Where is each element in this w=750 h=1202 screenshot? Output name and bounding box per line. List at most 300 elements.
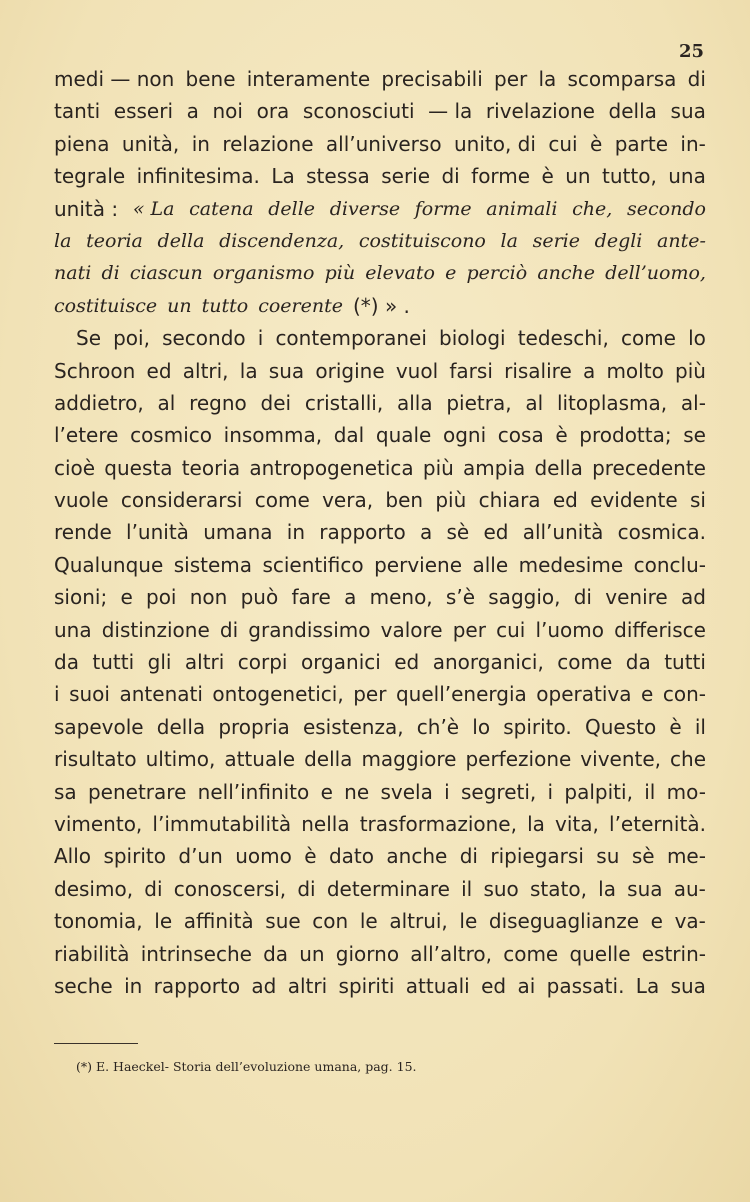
word: ben [385, 488, 424, 513]
word: e [445, 262, 457, 285]
word: la [54, 229, 72, 252]
word: riabilità [54, 941, 130, 966]
word: ad [251, 973, 277, 998]
word: seche [54, 973, 113, 998]
word: vimento, [54, 811, 143, 836]
text-line [54, 743, 706, 775]
word: distinzione [101, 617, 210, 642]
word: farsi [449, 358, 493, 383]
word: piena [54, 131, 110, 156]
word: di [144, 876, 163, 901]
word: Schroon [54, 358, 136, 383]
word: teoria [86, 229, 143, 252]
word: forme [414, 197, 472, 220]
footnote: (*) E. Haeckel- Storia dell’evoluzione umana, pag. 15. [76, 1059, 417, 1074]
word: degli [594, 229, 643, 252]
word: tanti [54, 99, 101, 124]
word: quale [375, 423, 432, 448]
word: come [254, 488, 310, 513]
word: secondo [627, 197, 706, 220]
word: più [324, 262, 356, 285]
word: saggio, [488, 585, 561, 610]
word: evidente [590, 488, 678, 513]
word: come [503, 941, 559, 966]
word: un [565, 164, 591, 189]
word: differisce [614, 617, 706, 642]
word: sistema [173, 552, 252, 577]
word: l’immutabilità [152, 811, 292, 836]
word: un [299, 941, 325, 966]
word: Questo [584, 714, 657, 739]
word: prodotta; [579, 423, 672, 448]
word: altri, [182, 358, 229, 383]
word: uomo [235, 844, 292, 869]
word: anorganici, [432, 650, 544, 675]
word: au- [673, 876, 706, 901]
word: della [304, 747, 353, 772]
text-line [54, 549, 706, 581]
word: medi — non [54, 67, 175, 91]
word: all’altro, [410, 941, 493, 966]
word: per [494, 67, 528, 91]
text-line [54, 970, 706, 1002]
word: da [625, 650, 651, 675]
word: lo [688, 326, 706, 351]
text-line [54, 128, 706, 160]
word: unito, di [453, 131, 536, 156]
word: svela [380, 779, 433, 804]
word: medesime [518, 552, 624, 577]
word: da [263, 941, 289, 966]
word: ed [146, 358, 172, 383]
word: Se [76, 326, 101, 351]
word: perciò [466, 262, 528, 285]
word: sua [627, 876, 663, 901]
word: palpiti, [564, 779, 633, 804]
word: a [419, 520, 433, 545]
word: regno [189, 390, 247, 415]
word: più [435, 488, 467, 513]
word: ante- [657, 229, 706, 252]
word: meno, [369, 585, 433, 610]
word: risultato [54, 747, 137, 772]
word: e [320, 779, 333, 804]
word: rivelazione [485, 99, 595, 124]
word: insomma, [223, 423, 323, 448]
word: suoi [69, 682, 110, 707]
word: in [286, 520, 306, 545]
word: noi [212, 99, 243, 124]
word: gli [147, 650, 172, 675]
word: sè [631, 844, 655, 869]
word: e [120, 585, 133, 610]
word: discendenza, [219, 229, 345, 252]
word: stato, [529, 876, 587, 901]
word: considerarsi [120, 488, 243, 513]
word: i [257, 326, 264, 351]
word: in [124, 973, 143, 998]
word: segreti, [460, 779, 537, 804]
word: sè [446, 520, 470, 545]
word: trasformazione, [359, 811, 517, 836]
word: è [589, 131, 603, 156]
word: può [240, 585, 279, 610]
word: litoplasma, [556, 390, 668, 415]
word: attuali [405, 973, 470, 998]
word: lo [472, 714, 491, 739]
word: serie [532, 229, 580, 252]
word: perviene [374, 552, 462, 577]
word: su [596, 844, 620, 869]
word: l’unità [126, 520, 189, 545]
word: come [620, 326, 676, 351]
word: cosmica. [617, 520, 706, 545]
word: di [297, 876, 316, 901]
word: della [534, 455, 583, 480]
word: ed [552, 488, 578, 513]
word: a [186, 99, 199, 124]
word: perfezione [465, 747, 572, 772]
word: La [271, 164, 295, 189]
word: nati [54, 262, 92, 285]
text-line [54, 938, 706, 970]
word: fare [291, 585, 331, 610]
word: cristalli, [304, 390, 384, 415]
word: spirito. [503, 714, 572, 739]
word: corpi [237, 650, 288, 675]
word: desimo, [54, 876, 134, 901]
word: ogni [443, 423, 487, 448]
word: con [312, 909, 349, 934]
word: costituisce [54, 294, 158, 317]
word: anche [386, 844, 448, 869]
text-line [54, 873, 706, 905]
word: altri [287, 973, 328, 998]
word: tedeschi, [517, 326, 609, 351]
word: l’eternità. [609, 811, 706, 836]
word: ed [481, 973, 507, 998]
word: anche [537, 262, 596, 285]
word: la [538, 67, 557, 91]
body-text [54, 63, 706, 1002]
word: vita, [555, 811, 599, 836]
word: vuole [54, 488, 109, 513]
word: risalire [504, 358, 572, 383]
word: della [608, 99, 657, 124]
word: s’è [445, 585, 476, 610]
word: operativa [536, 682, 632, 707]
word: tutto, [602, 164, 657, 189]
word: scientifico [262, 552, 364, 577]
word: al [525, 390, 544, 415]
word: dei [260, 390, 292, 415]
word: per [452, 617, 486, 642]
word: le [459, 909, 478, 934]
word: la [239, 358, 258, 383]
word: le [359, 909, 378, 934]
word: in [191, 131, 210, 156]
word: diseguaglianze [488, 909, 640, 934]
text-line [54, 452, 706, 484]
text-line [54, 840, 706, 872]
word: più [422, 455, 454, 480]
word: mo- [666, 779, 706, 804]
word: l’etere [54, 423, 119, 448]
word: sue [265, 909, 301, 934]
word: teoria [181, 455, 241, 480]
word: poi, [113, 326, 150, 351]
word: passati. [546, 973, 625, 998]
word: da [54, 650, 79, 675]
word: attuale [224, 747, 296, 772]
word: è [304, 844, 317, 869]
word: a [582, 358, 596, 383]
word: d’un [178, 844, 223, 869]
word: i [54, 682, 60, 707]
text-line [54, 776, 706, 808]
word: dal [333, 423, 365, 448]
word: spiriti [338, 973, 395, 998]
word: precisabili [381, 67, 483, 91]
word: grandissimo [248, 617, 371, 642]
word: Qualunque [54, 552, 164, 577]
word: elevato [365, 262, 435, 285]
word: cui [496, 617, 526, 642]
word: i [547, 779, 554, 804]
word: conoscersi, [173, 876, 287, 901]
word: è [669, 714, 682, 739]
word: la [527, 811, 545, 836]
word: unità : [54, 196, 119, 221]
word: tutti [664, 650, 706, 675]
word: molto [606, 358, 664, 383]
text-line [54, 905, 706, 937]
word: spirito [103, 844, 166, 869]
text-line [54, 290, 706, 322]
word: di [573, 585, 592, 610]
word: una [54, 617, 92, 642]
word: relazione [222, 131, 314, 156]
word: umana [203, 520, 273, 545]
word: ad [680, 585, 706, 610]
word: non [189, 585, 228, 610]
text-line [54, 711, 706, 743]
word: scomparsa [567, 67, 677, 91]
word: sconosciuti [302, 99, 415, 124]
word: al- [680, 390, 706, 415]
text-line [54, 225, 706, 257]
word: diverse [329, 197, 401, 220]
word: antenati [119, 682, 203, 707]
word: cui [548, 131, 578, 156]
page-number: 25 [678, 41, 704, 62]
text-line [54, 160, 706, 192]
word: origine [315, 358, 385, 383]
word: chiara [478, 488, 541, 513]
word: (*) » . [353, 293, 410, 318]
word: la [500, 229, 518, 252]
word: parte [614, 131, 669, 156]
word: il [644, 779, 656, 804]
word: per [353, 682, 387, 707]
word: addietro, [54, 390, 144, 415]
word: contemporanei [275, 326, 427, 351]
word: sua [268, 358, 305, 383]
word: suo [483, 876, 519, 901]
word: della [157, 229, 205, 252]
word: altri [184, 650, 225, 675]
word: me- [666, 844, 706, 869]
word: quelle [569, 941, 631, 966]
text-line [54, 355, 706, 387]
word: ai [517, 973, 536, 998]
word: è [555, 423, 568, 448]
text-line [54, 516, 706, 548]
word: poi [146, 585, 177, 610]
word: ciascun [129, 262, 203, 285]
word: ed [394, 650, 420, 675]
word: rende [54, 520, 112, 545]
word: di [101, 262, 120, 285]
word: organici [300, 650, 381, 675]
word: altrui, [389, 909, 448, 934]
word: venire [605, 585, 668, 610]
text-line [54, 257, 706, 289]
word: estrin- [641, 941, 706, 966]
text-line [54, 581, 706, 613]
word: infinitesima. [136, 164, 260, 189]
word: il [694, 714, 706, 739]
word: della [156, 714, 206, 739]
word: penetrare [87, 779, 187, 804]
word: esseri [113, 99, 174, 124]
word: bene [185, 67, 236, 91]
text-line [54, 419, 706, 451]
word: ed [483, 520, 509, 545]
word: una [668, 164, 706, 189]
word: coerente [258, 294, 343, 317]
word: Allo [54, 844, 92, 869]
word: ripiegarsi [490, 844, 584, 869]
text-line [54, 678, 706, 710]
word: rapporto [319, 520, 406, 545]
word: precedente [592, 455, 706, 480]
text-line [54, 193, 706, 225]
word: conclu- [633, 552, 706, 577]
word: serie [381, 164, 431, 189]
word: ontogenetici, [212, 682, 344, 707]
word: con- [662, 682, 706, 707]
word: sioni; [54, 585, 108, 610]
word: più [675, 358, 706, 383]
word: alla [396, 390, 433, 415]
word: antropogenetica [249, 455, 414, 480]
word: dell’uomo, [605, 262, 706, 285]
word: ne [344, 779, 370, 804]
word: giorno [335, 941, 400, 966]
word: pietra, [446, 390, 512, 415]
word: cioè [54, 455, 96, 480]
word: ora [256, 99, 290, 124]
word: vuol [395, 358, 439, 383]
word: cosa [497, 423, 544, 448]
word: se [683, 423, 706, 448]
text-line [54, 484, 706, 516]
word: che [670, 747, 706, 772]
word: delle [268, 197, 316, 220]
word: quell’energia [395, 682, 527, 707]
word: sua [670, 99, 706, 124]
word: catena [189, 197, 254, 220]
word: al [157, 390, 176, 415]
word: va- [674, 909, 706, 934]
word: — la [428, 99, 473, 124]
word: affinità [183, 909, 254, 934]
word: biologi [439, 326, 506, 351]
word: di [687, 67, 706, 91]
text-line [54, 646, 706, 678]
word: tutto [201, 294, 249, 317]
word: l’uomo [535, 617, 604, 642]
word: nella [301, 811, 350, 836]
word: determinare [326, 876, 450, 901]
word: dato [328, 844, 374, 869]
word: La [635, 973, 660, 998]
word: di [441, 164, 460, 189]
word: animali [486, 197, 558, 220]
word: unità, [121, 131, 180, 156]
text-line [54, 387, 706, 419]
word: ch’è [416, 714, 460, 739]
word: i [444, 779, 450, 804]
word: un [167, 294, 192, 317]
word: come [557, 650, 613, 675]
word: questa [104, 455, 173, 480]
text-line [54, 808, 706, 840]
word: a [344, 585, 357, 610]
word: intrinseche [140, 941, 252, 966]
word: secondo [162, 326, 246, 351]
word: il [461, 876, 473, 901]
word: tutti [92, 650, 135, 675]
word: vera, [322, 488, 374, 513]
word: e [641, 682, 654, 707]
word: valore [380, 617, 443, 642]
word: stessa [306, 164, 370, 189]
word: tonomia, [54, 909, 143, 934]
word: maggiore [361, 747, 457, 772]
word: in- [680, 131, 706, 156]
word: di [459, 844, 478, 869]
word: è [541, 164, 554, 189]
word: costituiscono [358, 229, 486, 252]
word: cosmico [130, 423, 213, 448]
word: ultimo, [145, 747, 216, 772]
word: sa [54, 779, 77, 804]
word: vivente, [580, 747, 662, 772]
word: di [219, 617, 239, 642]
word: nell’infinito [197, 779, 310, 804]
word: esistenza, [302, 714, 404, 739]
footnote-rule [54, 1043, 138, 1044]
word: sua [670, 973, 706, 998]
word: la [598, 876, 616, 901]
word: organismo [212, 262, 315, 285]
text-line [54, 63, 706, 95]
word: all’unità [522, 520, 604, 545]
word: tegrale [54, 164, 126, 189]
word: alle [472, 552, 509, 577]
